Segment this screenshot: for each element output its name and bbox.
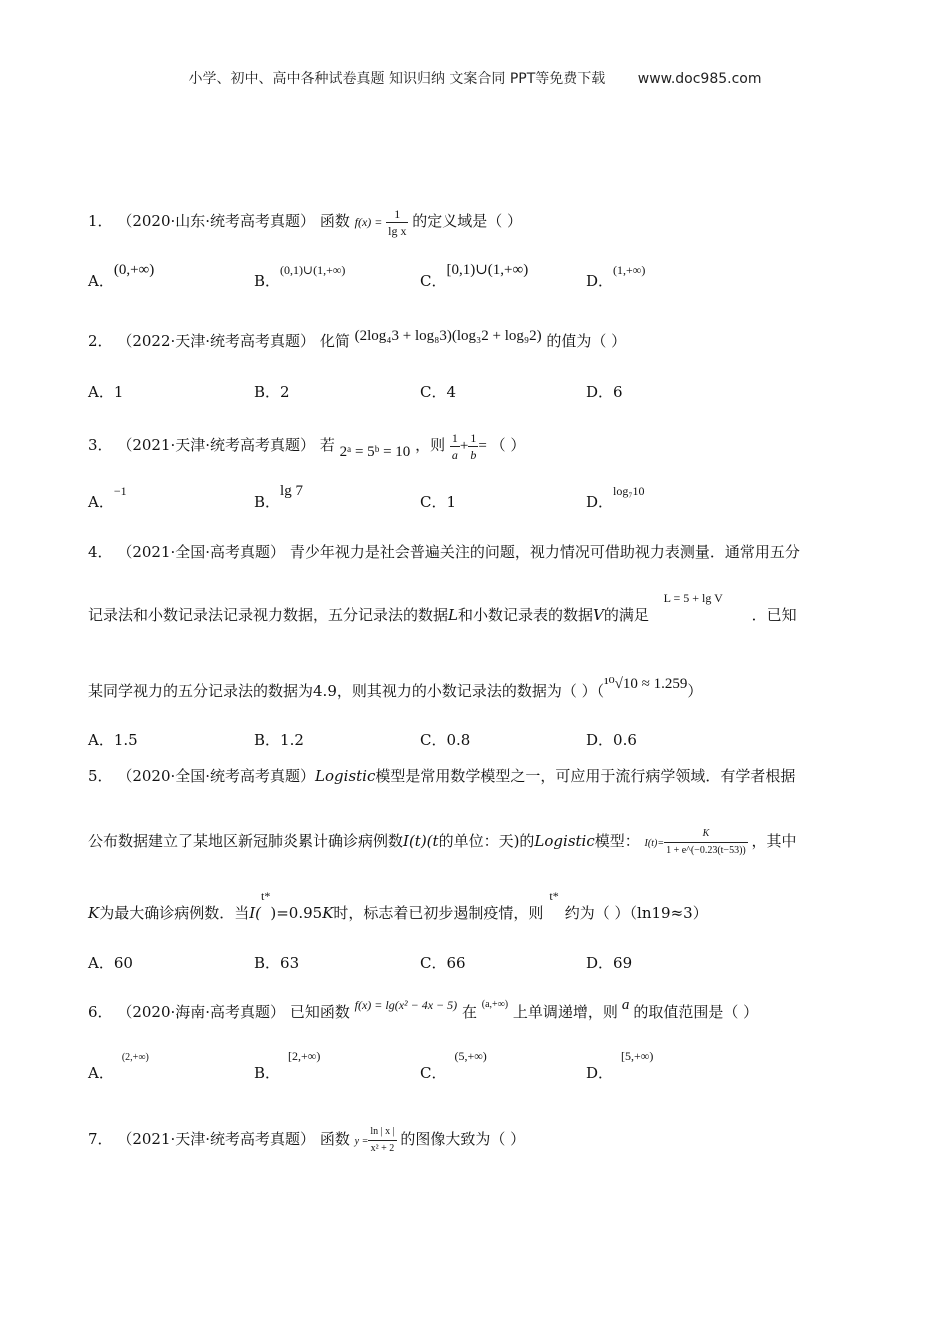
question-stem: 的值为（ ） (546, 332, 627, 350)
question-2 (88, 330, 626, 351)
option-b[interactable]: B．lg 7 (254, 483, 303, 511)
option-d[interactable]: D．$^{(1,+\infty)}$ (586, 263, 646, 290)
question-stem: 已知函数 (289, 1003, 350, 1021)
option-c[interactable]: C．$^{(5,+\infty)}$ (420, 1049, 487, 1082)
question-number: 1． (88, 211, 113, 230)
question-source: （2021·天津·统考高考真题） (117, 1129, 316, 1148)
option-a[interactable]: A．(0,+∞) (88, 262, 155, 290)
option-a[interactable]: A．$^{-1}$ (88, 484, 127, 511)
header-text: 小学、初中、高中各种试卷真题 知识归纳 文案合同 PPT等免费下载 (188, 71, 606, 87)
option-b[interactable]: B．$^{[2,+\infty)}$ (254, 1049, 321, 1082)
question-number: 4． (88, 543, 113, 561)
question-source: （2022·天津·统考高考真题） (117, 332, 316, 350)
question-stem: 若 (319, 435, 335, 454)
option-a[interactable]: A．1 (88, 383, 124, 401)
option-b[interactable]: B．$^{(0,1)\cup(1,+\infty)}$ (254, 263, 346, 290)
question-number: 5． (88, 767, 113, 785)
question-source: （2020·山东·统考高考真题） (117, 211, 316, 230)
option-d[interactable]: D．$^{[5,+\infty)}$ (586, 1049, 654, 1082)
question-stem: 青少年视力是社会普遍关注的问题，视力情况可借助视力表测量．通常用五分 (289, 543, 800, 561)
formula: $\frac{1}{a}$ + $\frac{1}{b}$ = (451, 431, 491, 462)
question-stem: 函数 (319, 1129, 350, 1148)
question-stem: 的图像大致为（ ） (400, 1129, 526, 1148)
question-stem: （ ） (490, 435, 526, 454)
option-d[interactable]: D．0.6 (586, 731, 637, 749)
question-4 (88, 541, 800, 562)
option-d[interactable]: D．6 (586, 383, 623, 401)
question-7 (88, 1124, 525, 1157)
question-stem: 化简 (319, 332, 350, 350)
question-stem: 函数 (319, 211, 350, 230)
question-6: 6． （2020·海南·高考真题） 已知函数 $^{f(x) = lg(x^2 - 4x - 5)}$ 在 $^{(a,+\infty)}$ 上单调递增，则 a 的取值范围是（ ） (88, 997, 759, 1021)
question-5: 5． （2020·全国·统考高考真题）Logistic模型是常用数学模型之一，可应用于流行病学领域．有学者根据 (88, 767, 796, 785)
question-4-line-3: 某同学视力的五分记录法的数据为4.9，则其视力的小数记录法的数据为（ ）（¹⁰√10 ≈ 1.259） (88, 676, 703, 700)
option-c[interactable]: C．1 (420, 493, 457, 511)
option-b[interactable]: B．2 (254, 383, 290, 401)
formula: (2log₄3 + log₈3)(log₃2 + log₉2) (354, 328, 542, 344)
question-number: 2． (88, 332, 113, 350)
question-number: 3． (88, 435, 113, 454)
question-5-line-2: 公布数据建立了某地区新冠肺炎累计确诊病例数I(t)(t的单位：天)的Logistic模型： I(t)= $\frac{K}{1 + e\^{}(-0.23(t-53))}$ ，其中 (88, 828, 797, 856)
option-b[interactable]: B．1.2 (254, 731, 304, 749)
formula: f(x) = $\frac{1}{\text{lg x}}$ (354, 207, 407, 238)
option-a[interactable]: A．$^{(2,+\infty)}$ (88, 1052, 149, 1082)
question-1 (88, 206, 522, 239)
option-d[interactable]: D．69 (586, 954, 633, 972)
question-stem: 模型是常用数学模型之一，可应用于流行病学领域．有学者根据 (375, 767, 796, 785)
question-4-line-2: 记录法和小数记录法记录视力数据，五分记录法的数据L和小数记录表的数据V的满足 L = 5 + lg V．已知 (88, 591, 797, 624)
question-source: （2020·海南·高考真题） (117, 1003, 286, 1021)
question-number: 6． (88, 1003, 113, 1021)
formula: ¹⁰√10 ≈ 1.259 (604, 676, 688, 692)
formula: L = 5 + lg V (663, 591, 723, 605)
formula: 2ᵃ = 5ᵇ = 10 (339, 443, 411, 460)
option-c[interactable]: C．[0,1)∪(1,+∞) (420, 262, 529, 290)
question-source: （2021·全国·高考真题） (117, 543, 286, 561)
page-header (0, 68, 950, 88)
question-stem: 的定义域是（ ） (412, 211, 522, 230)
formula: f(x) = lg(x² − 4x − 5) (354, 998, 458, 1012)
option-c[interactable]: C．0.8 (420, 731, 471, 749)
question-source: （2021·天津·统考高考真题） (117, 435, 316, 454)
question-3 (88, 430, 525, 463)
question-stem: ，则 (415, 435, 446, 454)
option-b[interactable]: B．63 (254, 954, 300, 972)
formula: (a,+∞) (481, 999, 509, 1010)
option-c[interactable]: C．66 (420, 954, 466, 972)
header-site: www.doc985.com (637, 71, 762, 87)
question-5-line-3: K为最大确诊病例数．当I($^{t*}$)=0.95K时，标志着已初步遏制疫情，则$^{t*}$约为（ ）（ln19≈3） (88, 889, 708, 922)
question-source: （2020·全国·统考高考真题） (117, 767, 316, 785)
option-d[interactable]: D．$^{log_710}$ (586, 484, 645, 511)
formula: y = $\frac{\ln | x |}{\text{x² + 2}}$ (354, 1126, 395, 1154)
option-a[interactable]: A．60 (88, 954, 133, 972)
option-a[interactable]: A．1.5 (88, 731, 138, 749)
question-number: 7． (88, 1129, 113, 1148)
option-c[interactable]: C．4 (420, 383, 457, 401)
formula: I(t)= $\frac{K}{1 + e\^{}(-0.23(t-53))}$ (644, 828, 746, 856)
